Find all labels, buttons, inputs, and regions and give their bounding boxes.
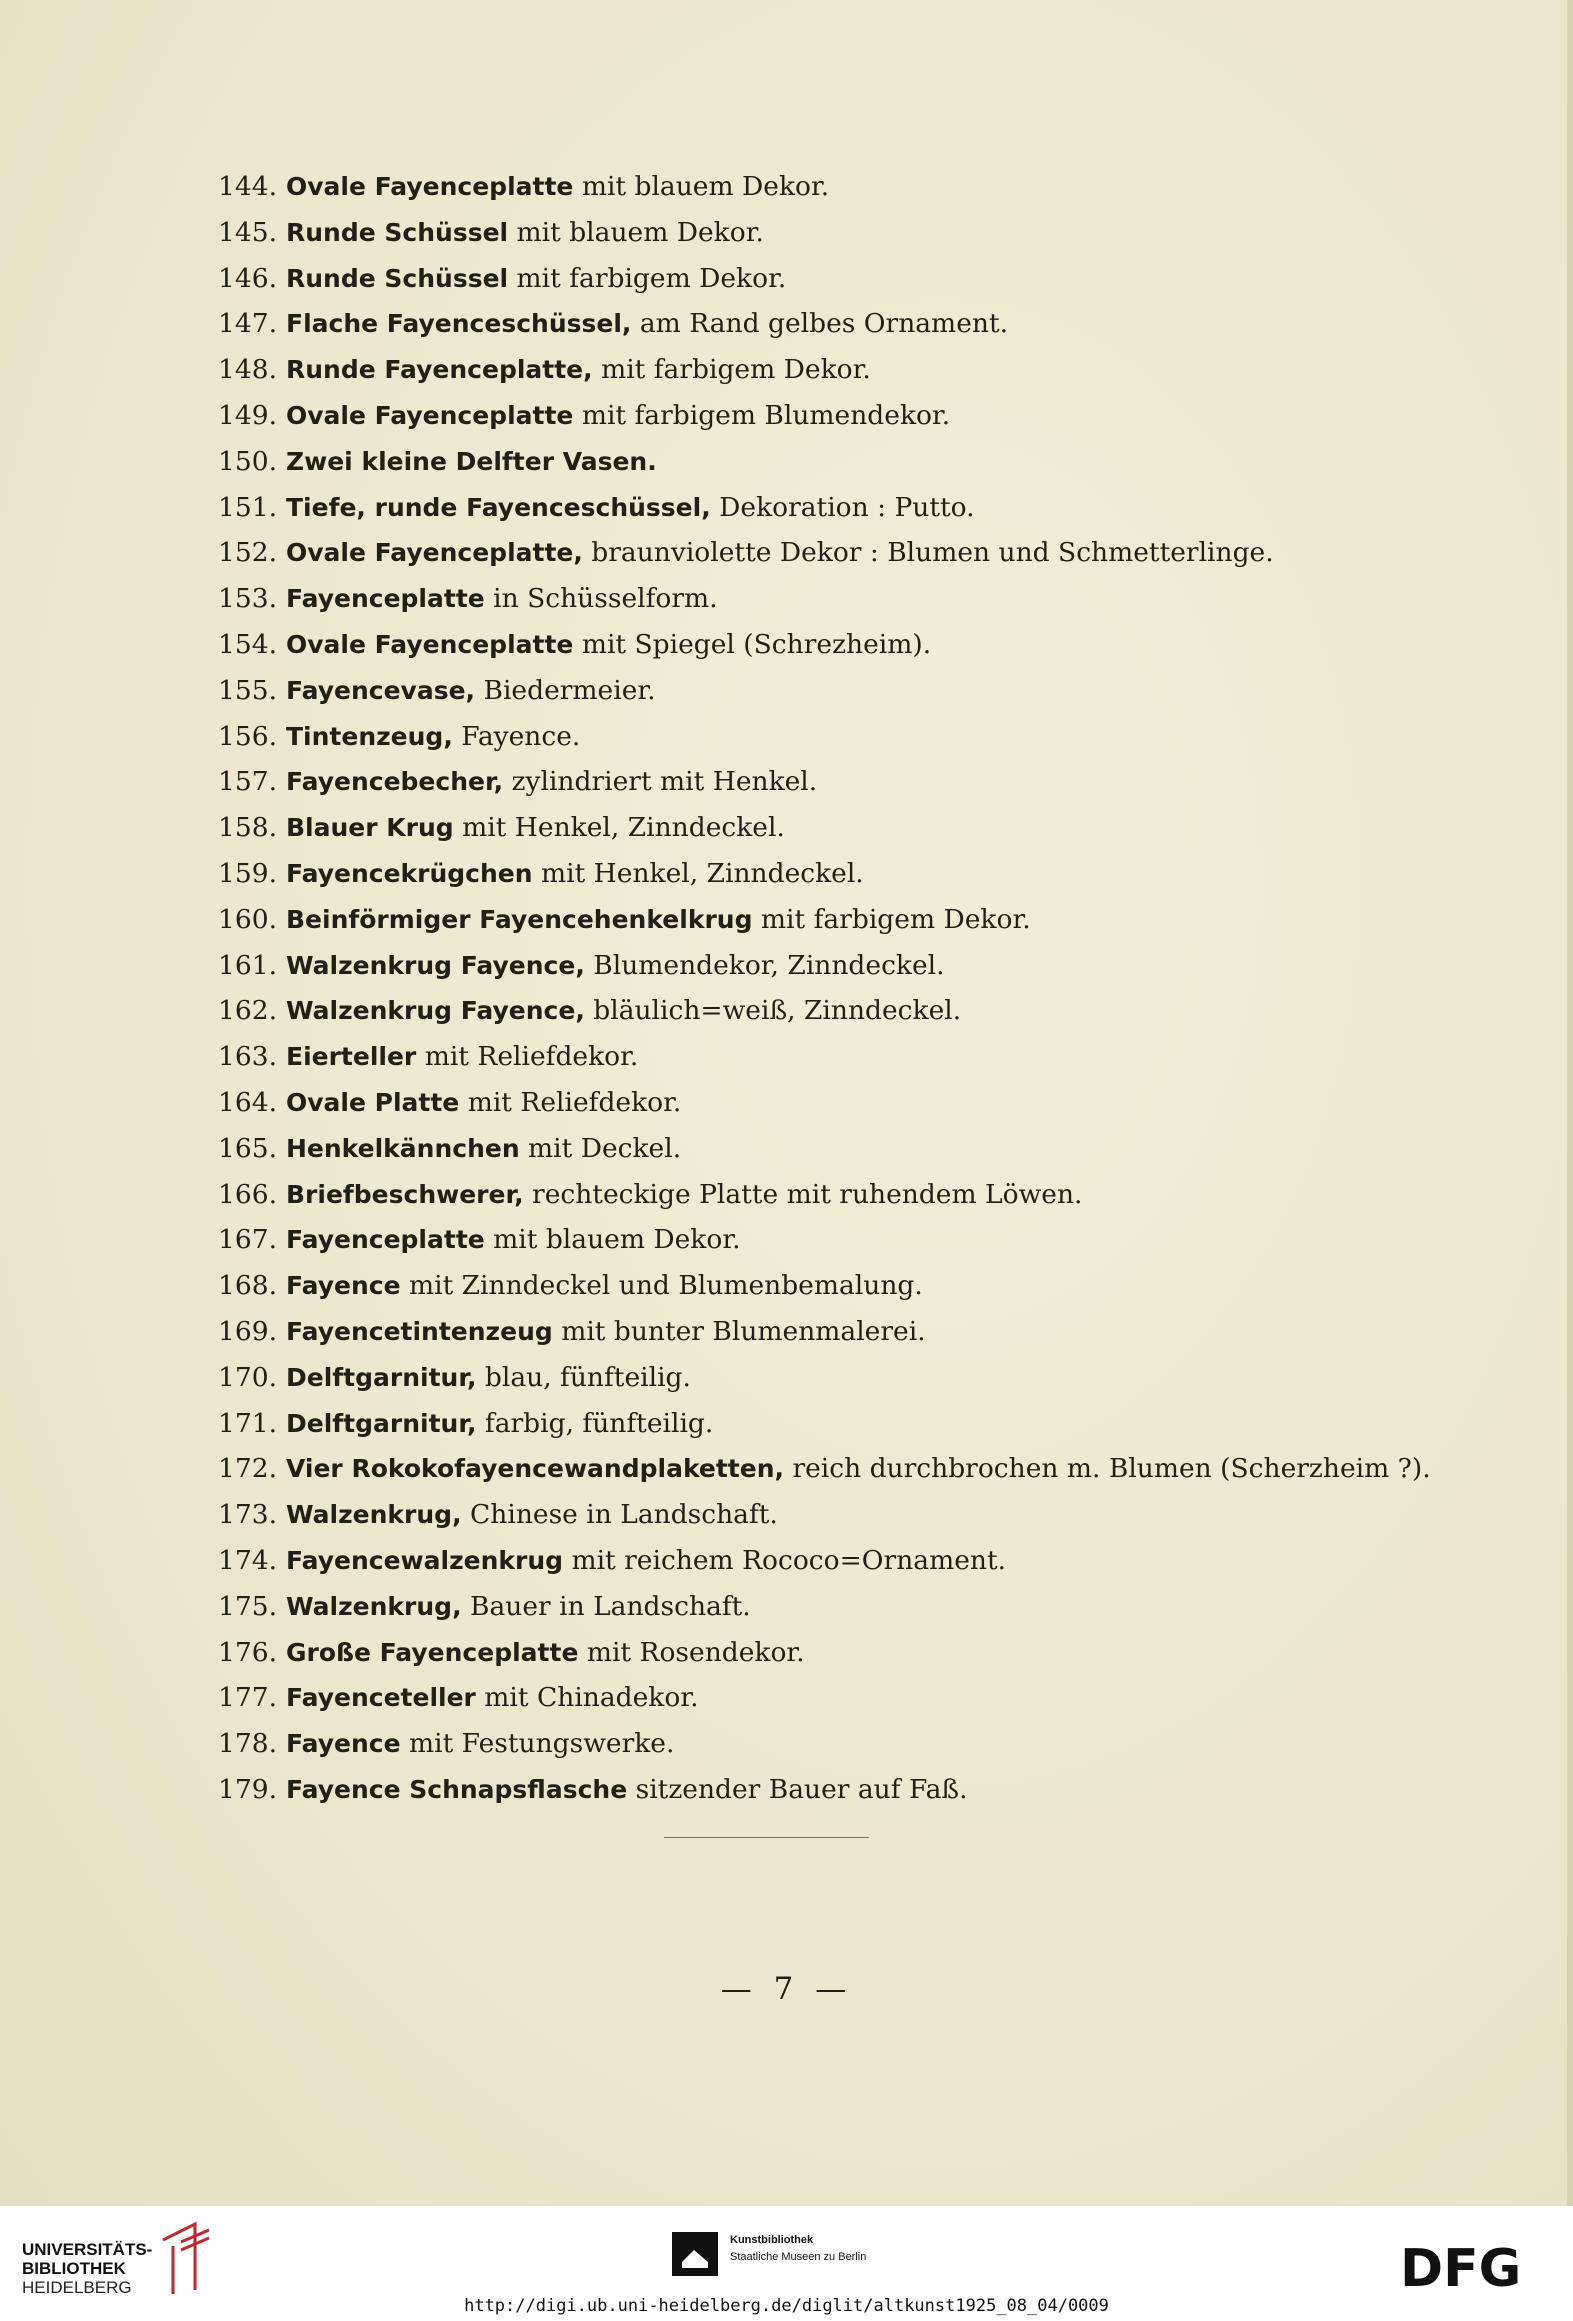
entry-number: 179. [218, 1773, 278, 1805]
catalog-entry [218, 1034, 1548, 1080]
kunstbibliothek-name[interactable] [730, 2232, 866, 2266]
entry-description: mit farbigem Blumendekor. [573, 399, 951, 431]
entry-number: 145. [218, 216, 278, 248]
entry-title: Walzenkrug, [286, 1591, 462, 1621]
entry-number: 173. [218, 1499, 278, 1531]
entry-description: Fayence. [452, 720, 581, 752]
entry-number: 172. [218, 1453, 278, 1485]
entry-description: am Rand gelbes Ornament. [631, 308, 1009, 340]
catalog-entry [218, 1263, 1548, 1309]
catalog-entry [218, 714, 1548, 760]
entry-description: mit reichem Rococo=Ornament. [563, 1544, 1007, 1576]
entry-title: Runde Schüssel [286, 263, 509, 293]
entry-description: Bauer in Landschaft. [461, 1590, 751, 1622]
entry-number: 154. [218, 628, 278, 660]
catalog-entry [218, 576, 1548, 622]
entry-number: 146. [218, 262, 278, 294]
entry-title: Flache Fayenceschüssel, [286, 309, 632, 339]
source-url[interactable]: http://digi.ub.uni-heidelberg.de/diglit/altkunst1925_08_04/0009 [464, 2296, 1109, 2316]
entry-number: 148. [218, 354, 278, 386]
catalog-entry [218, 622, 1548, 668]
entry-number: 176. [218, 1636, 278, 1668]
entry-title: Ovale Platte [286, 1087, 460, 1117]
entry-title: Henkelkännchen [286, 1133, 520, 1163]
entry-title: Runde Fayenceplatte, [286, 355, 593, 385]
entry-description: blau, fünfteilig. [476, 1361, 691, 1393]
entry-number: 160. [218, 903, 278, 935]
catalog-entry [218, 393, 1548, 439]
entry-description: mit Festungswerke. [400, 1728, 675, 1760]
entry-title: Fayencetintenzeug [286, 1316, 553, 1346]
entry-title: Fayence Schnapsflasche [286, 1774, 628, 1804]
catalog-entry [218, 347, 1548, 393]
entry-description: mit blauem Dekor. [484, 1224, 741, 1256]
entry-description: in Schüsselform. [484, 583, 718, 615]
catalog-entry [218, 668, 1548, 714]
dfg-logo-text: DFG [1400, 2240, 1522, 2292]
entry-number: 153. [218, 583, 278, 615]
page-edge [1567, 0, 1573, 2206]
entry-description: mit bunter Blumenmalerei. [552, 1315, 926, 1347]
entry-title: Beinförmiger Fayencehenkelkrug [286, 904, 753, 934]
entry-title: Große Fayenceplatte [286, 1637, 579, 1667]
entry-title: Delftgarnitur, [286, 1362, 477, 1392]
entry-description: reich durchbrochen m. Blumen (Scherzheim ?). [784, 1453, 1431, 1485]
kunstbibliothek-subtitle: Staatliche Museen zu Berlin [730, 2251, 867, 2263]
catalog-list [218, 164, 1548, 1813]
entry-number: 166. [218, 1178, 278, 1210]
entry-title: Delftgarnitur, [286, 1408, 477, 1438]
entry-number: 170. [218, 1361, 278, 1393]
catalog-entry [218, 256, 1548, 302]
catalog-entry [218, 1630, 1548, 1676]
entry-description: Chinese in Landschaft. [461, 1499, 778, 1531]
catalog-entry [218, 1217, 1548, 1263]
entry-title: Ovale Fayenceplatte [286, 629, 574, 659]
catalog-entry [218, 210, 1548, 256]
entry-title: Eierteller [286, 1042, 417, 1072]
entry-title: Fayence [286, 1271, 401, 1301]
entry-description: sitzender Bauer auf Faß. [627, 1773, 968, 1805]
catalog-entry [218, 439, 1548, 485]
entry-number: 156. [218, 720, 278, 752]
entry-title: Fayenceteller [286, 1683, 476, 1713]
entry-title: Briefbeschwerer, [286, 1179, 524, 1209]
catalog-entry [218, 988, 1548, 1034]
entry-title: Walzenkrug Fayence, [286, 950, 585, 980]
entry-title: Blauer Krug [286, 813, 454, 843]
entry-description: mit Rosendekor. [578, 1636, 805, 1668]
entry-number: 151. [218, 491, 278, 523]
entry-title: Ovale Fayenceplatte, [286, 538, 583, 568]
entry-title: Tintenzeug, [286, 721, 453, 751]
catalog-entry [218, 1675, 1548, 1721]
entry-description: farbig, fünfteilig. [476, 1407, 714, 1439]
catalog-entry [218, 1492, 1548, 1538]
entry-description: mit Zinndeckel und Blumenbemalung. [400, 1270, 923, 1302]
entry-description: Dekoration : Putto. [710, 491, 975, 523]
entry-title: Fayencebecher, [286, 767, 504, 797]
catalog-entry [218, 530, 1548, 576]
catalog-entry [218, 943, 1548, 989]
entry-number: 155. [218, 674, 278, 706]
footer [0, 2206, 1573, 2321]
entry-description: mit blauem Dekor. [573, 171, 830, 202]
entry-description: mit farbigem Dekor. [752, 903, 1031, 935]
entry-number: 161. [218, 949, 278, 981]
entry-description: mit farbigem Dekor. [508, 262, 787, 294]
entry-number: 169. [218, 1315, 278, 1347]
entry-title: Fayenceplatte [286, 1225, 485, 1255]
entry-title: Fayencekrügchen [286, 858, 533, 888]
entry-description: mit blauem Dekor. [508, 216, 764, 248]
entry-title: Zwei kleine Delfter Vasen. [286, 446, 657, 476]
entry-description: Blumendekor, Zinndeckel. [584, 949, 945, 981]
entry-number: 150. [218, 445, 278, 477]
entry-description: mit Reliefdekor. [459, 1086, 682, 1118]
entry-title: Ovale Fayenceplatte [286, 400, 574, 430]
catalog-entry [218, 164, 1548, 210]
catalog-entry [218, 759, 1548, 805]
entry-title: Ovale Fayenceplatte [286, 172, 574, 201]
entry-number: 147. [218, 308, 278, 340]
entry-description: mit Henkel, Zinndeckel. [532, 857, 864, 889]
entry-number: 163. [218, 1041, 278, 1073]
entry-number: 159. [218, 857, 278, 889]
library-name-line2: BIBLIOTHEK [22, 2259, 126, 2278]
section-divider [664, 1837, 869, 1838]
catalog-entry [218, 1721, 1548, 1767]
heidelberg-library-logo-icon[interactable] [155, 2220, 215, 2298]
entry-number: 144. [218, 171, 278, 202]
catalog-entry [218, 1401, 1548, 1447]
entry-title: Fayencewalzenkrug [286, 1545, 564, 1575]
entry-number: 157. [218, 766, 278, 798]
entry-title: Fayencevase, [286, 675, 476, 705]
catalog-entry [218, 1172, 1548, 1218]
catalog-entry [218, 1584, 1548, 1630]
catalog-entry [218, 805, 1548, 851]
entry-description: rechteckige Platte mit ruhendem Löwen. [523, 1178, 1083, 1210]
library-name-line1: UNIVERSITÄTS- [22, 2240, 153, 2259]
catalog-entry [218, 1767, 1548, 1813]
entry-description: mit Henkel, Zinndeckel. [453, 812, 785, 844]
entry-number: 167. [218, 1224, 278, 1256]
page-number: — 7 — [720, 1971, 853, 2007]
entry-title: Vier Rokokofayencewandplaketten, [286, 1454, 785, 1484]
entry-number: 165. [218, 1132, 278, 1164]
catalog-entry [218, 851, 1548, 897]
entry-number: 174. [218, 1544, 278, 1576]
entry-description: mit Chinadekor. [475, 1682, 699, 1714]
entry-title: Fayence [286, 1729, 401, 1759]
entry-title: Tiefe, runde Fayenceschüssel, [286, 492, 711, 522]
entry-number: 177. [218, 1682, 278, 1714]
catalog-entry [218, 1080, 1548, 1126]
entry-number: 152. [218, 537, 278, 569]
entry-number: 178. [218, 1728, 278, 1760]
entry-description: mit Spiegel (Schrezheim). [573, 628, 932, 660]
entry-description: braunviolette Dekor : Blumen und Schmetterlinge. [582, 537, 1274, 569]
catalog-entry [218, 1446, 1548, 1492]
entry-number: 175. [218, 1590, 278, 1622]
catalog-entry [218, 1309, 1548, 1355]
library-name-line3: HEIDELBERG [22, 2278, 132, 2297]
catalog-entry [218, 301, 1548, 347]
entry-description: mit farbigem Dekor. [592, 354, 871, 386]
catalog-entry [218, 1126, 1548, 1172]
catalog-entry [218, 1355, 1548, 1401]
library-name[interactable] [22, 2240, 152, 2297]
entry-number: 162. [218, 995, 278, 1027]
entry-description: mit Reliefdekor. [416, 1041, 639, 1073]
kunstbibliothek-logo-icon[interactable] [672, 2232, 718, 2276]
entry-description: zylindriert mit Henkel. [503, 766, 818, 798]
entry-description: mit Deckel. [519, 1132, 682, 1164]
entry-number: 158. [218, 812, 278, 844]
entry-description: Biedermeier. [475, 674, 656, 706]
entry-number: 149. [218, 399, 278, 431]
entry-description: bläulich=weiß, Zinndeckel. [584, 995, 962, 1027]
entry-title: Walzenkrug Fayence, [286, 996, 585, 1026]
entry-title: Runde Schüssel [286, 217, 509, 247]
entry-number: 168. [218, 1270, 278, 1302]
catalog-entry [218, 485, 1548, 531]
catalog-entry [218, 897, 1548, 943]
catalog-entry [218, 1538, 1548, 1584]
dfg-logo-icon[interactable] [1400, 2240, 1550, 2292]
entry-number: 171. [218, 1407, 278, 1439]
entry-title: Fayenceplatte [286, 584, 485, 614]
entry-title: Walzenkrug, [286, 1500, 462, 1530]
kunstbibliothek-title: Kunstbibliothek [730, 2234, 814, 2246]
entry-number: 164. [218, 1086, 278, 1118]
